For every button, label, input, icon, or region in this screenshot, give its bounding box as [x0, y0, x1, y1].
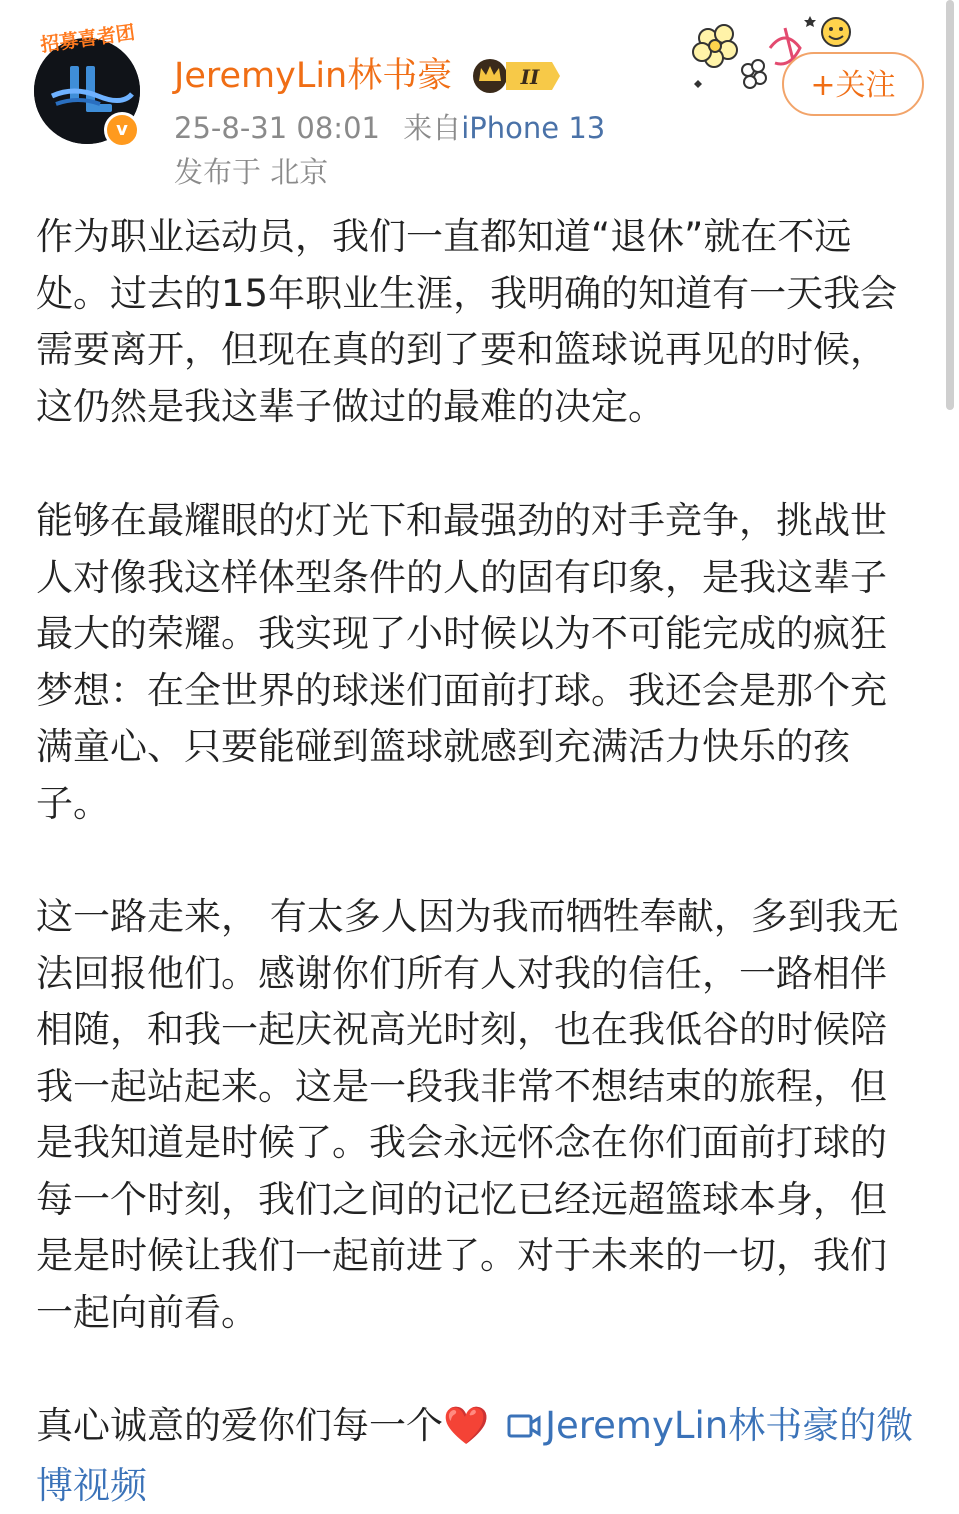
post-paragraph-3: 这一路走来， 有太多人因为我而牺牲奉献，多到我无法回报他们。感谢你们所有人对我的信任，一路相伴相随，和我一起庆祝高光时刻，也在我低谷的时候陪我一起站起来。这是一段我非常不想结束的旅程，但是我知道是时候了。我会永远怀念在你们面前打球的每一个时刻，我们之间的记忆已经远超篮球本身，但是是时候让我们一起前进了。对于未来的一切，我们一起向前看。 [36, 895, 899, 1334]
post-timestamp: 25-8-31 08:01 [174, 111, 380, 145]
verified-v-icon: v [104, 112, 140, 148]
video-link[interactable]: JeremyLin林书豪的微博视频 [36, 1404, 914, 1507]
author-name[interactable]: JeremyLin林书豪 [174, 56, 453, 96]
post-paragraph-2: 能够在最耀眼的灯光下和最强劲的对手竞争，挑战世人对像我这样体型条件的人的固有印象，是我这辈子最大的荣耀。我实现了小时候以为不可能完成的疯狂梦想：在全世界的球迷们面前打球。我还会是那个充满童心、只要能碰到篮球就感到充满活力快乐的孩子。 [36, 499, 887, 825]
source-prefix: 来自 [403, 111, 462, 145]
post-closing [36, 1398, 916, 1514]
post-location: 发布于 北京 [174, 155, 329, 189]
follow-button[interactable]: +关注 [782, 52, 924, 116]
vip-crown-badge [470, 56, 562, 96]
avatar-badge: 招募喜者团 [39, 21, 137, 57]
scrollbar[interactable] [946, 0, 954, 410]
closing-text: 真心诚意的爱你们每一个 [36, 1404, 443, 1447]
source-device-link[interactable]: iPhone 13 [461, 111, 606, 145]
post-paragraph-1: 作为职业运动员，我们一直都知道“退休”就在不远处。过去的15年职业生涯，我明确的知道有一天我会需要离开，但现在真的到了要和篮球说再见的时候，这仍然是我这辈子做过的最难的决定。 [36, 215, 898, 428]
crown-icon [473, 59, 507, 93]
video-icon [507, 1401, 541, 1458]
vip-level-text: II [520, 65, 540, 89]
post-meta [174, 106, 605, 147]
heart-emoji: ❤️ [443, 1404, 490, 1447]
